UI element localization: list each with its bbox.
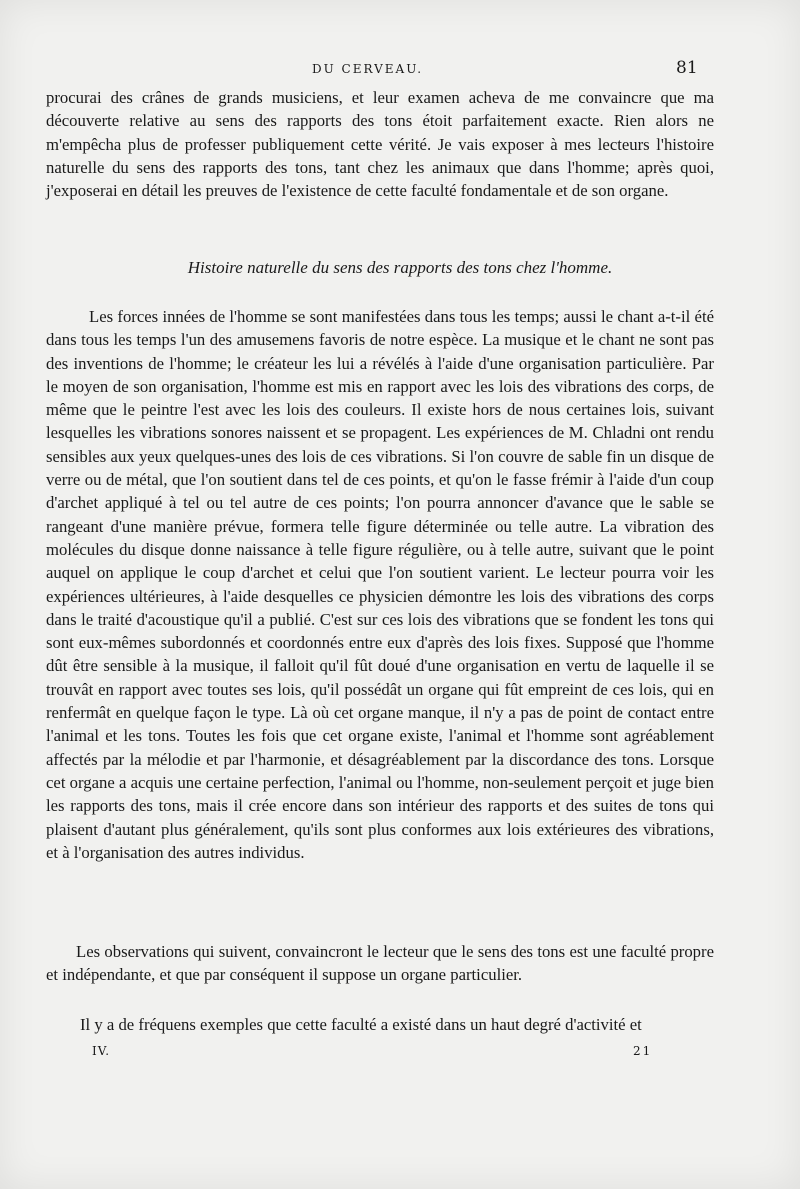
signature-number: 21 [633,1044,653,1058]
signature-mark: IV. [92,1044,111,1058]
paragraph-1: procurai des crânes de grands musiciens, et leur examen acheva de me convaincre que ma découverte relative au sens des rapports des tons étoit parfaitement exacte. Rien alors ne m'empêcha plus de professer publiquement cette vérité. Je vais exposer à mes lecteurs l'histoire naturelle du sens des rapports des tons, tant chez les animaux que dans l'homme; après quoi, j'exposerai en détail les preuves de l'existence de cette faculté fondamentale et de son organe. [46,88,714,201]
paragraph-4: Il y a de fréquens exemples que cette faculté a existé dans un haut degré d'activité et [80,1015,642,1034]
section-title: Histoire naturelle du sens des rapports des tons chez l'homme. [187,258,613,277]
paragraph-3: Les observations qui suivent, convaincront le lecteur que le sens des tons est une faculté propre et indépendante, et que par conséquent il suppose un organe particulier. [46,942,714,985]
running-title: DU CERVEAU. [312,62,424,76]
page-number: 81 [676,58,698,78]
paragraph-2: Les forces innées de l'homme se sont manifestées dans tous les temps; aussi le chant a-t-il été dans tous les temps l'un des amusemens favoris de notre espèce. La musique et le chant ne sont pas des inventions de l'homme; le créateur les lui a révélés à l'aide d'une organisation particulière. Par le moyen de son organisation, l'homme est mis en rapport avec les lois des vibrations des corps, de même que le peintre l'est avec les lois des couleurs. Il existe hors de nous certaines lois, suivant lesquelles les vibrations sonores naissent et se propagent. Les expériences de M. Chladni ont rendu sensibles aux yeux quelques-unes des lois de ces vibrations. Si l'on couvre de sable fin un disque de verre ou de métal, que l'on soutient dans tel de ces points, et qu'on le fasse frémir à l'aide d'un coup d'archet appliqué à tel ou tel autre de ces points; l'on pourra annoncer d'avance que le sable se rangeant d'une manière prévue, formera telle figure déterminée ou telle autre. La vibration des molécules du disque donne naissance à telle figure régulière, ou à telle autre, suivant que le point auquel on applique le coup d'archet et celui que l'on soutient varient. Le lecteur pourra voir les expériences ultérieures, à l'aide desquelles ce physicien démontre les lois des vibrations des corps dans le traité d'acoustique qu'il a publié. C'est sur ces lois des vibrations que se fondent les tons qui sont eux-mêmes subordonnés et coordonnés entre eux d'après des lois fixes. Supposé que l'homme dût être sensible à la musique, il falloit qu'il fût doué d'une organisation en vertu de laquelle il se trouvât en rapport avec toutes ses lois, qu'il possédât un organe qui fût empreint de ces lois, qui en renfermât en quelque façon le type. Là où cet organe manque, il n'y a pas de point de contact entre l'animal et les tons. Toutes les fois que cet organe existe, l'animal et l'homme sont agréablement affectés par la mélodie et par l'harmonie, et désagréablement par la discordance des tons. Lorsque cet organe a acquis une certaine perfection, l'animal ou l'homme, non-seulement perçoit et juge bien les rapports des tons, mais il crée encore dans son intérieur des rapports et des suites de tons qui plaisent d'autant plus généralement, qu'ils sont plus conformes aux lois extérieures des vibrations, et à l'organisation des autres individus. [46,307,714,862]
